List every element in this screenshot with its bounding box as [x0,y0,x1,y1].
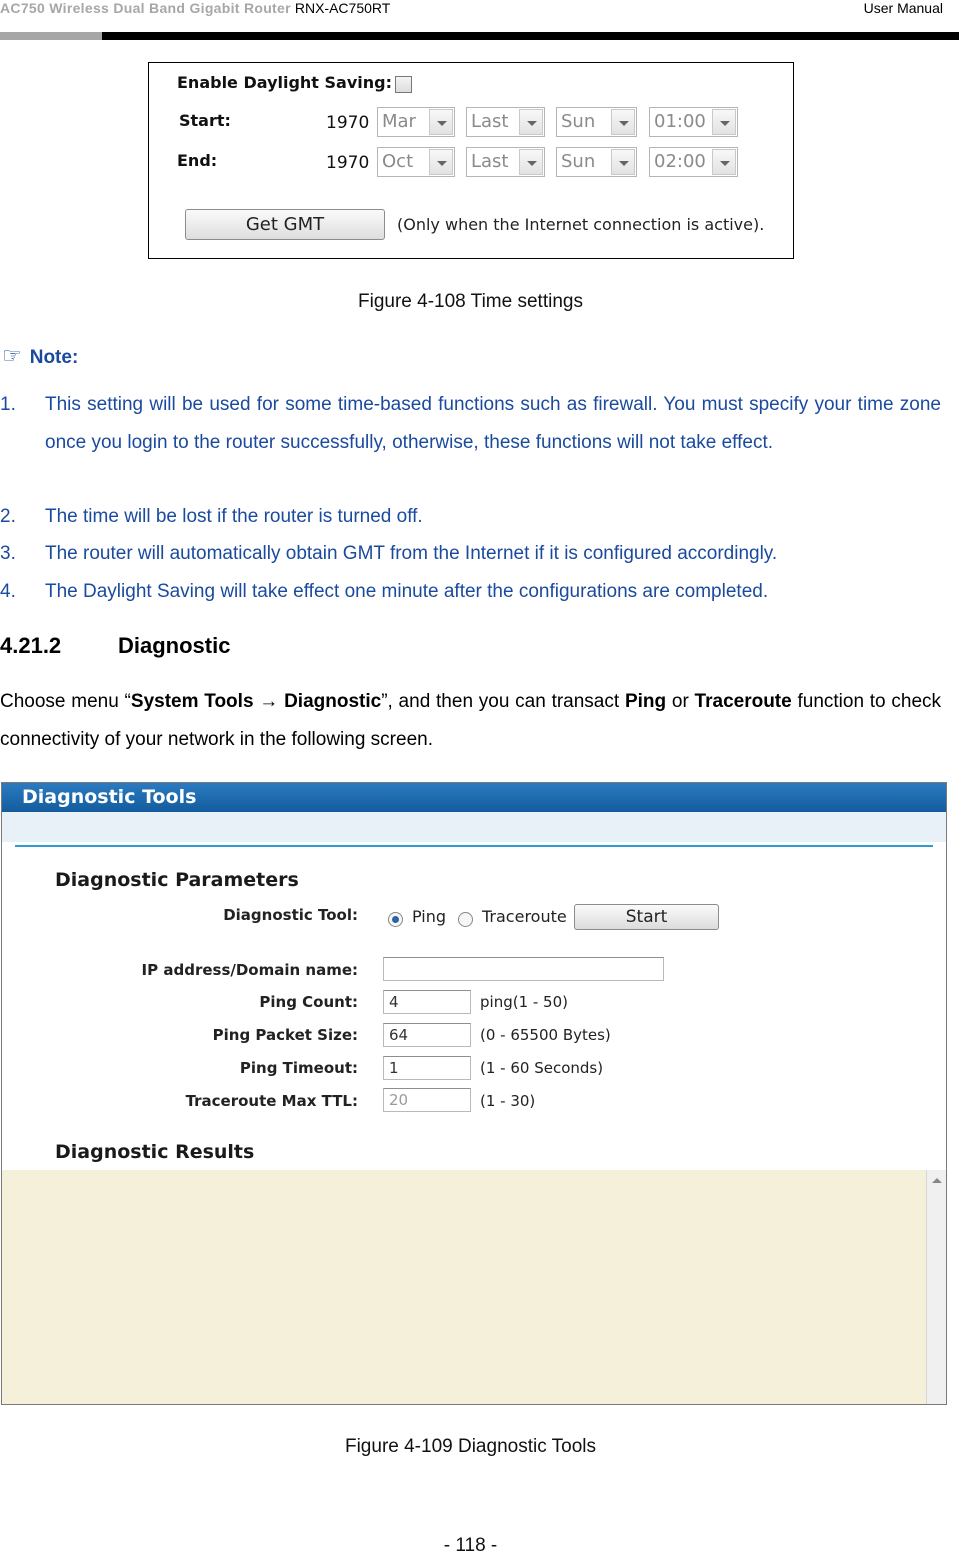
section-paragraph [0,683,941,759]
start-time-value: 01:00 [654,111,706,132]
note-item [0,573,941,611]
start-button[interactable]: Start [574,904,719,930]
ip-domain-input[interactable] [383,957,664,981]
get-gmt-button[interactable]: Get GMT [185,209,385,240]
note-number: 3. [0,543,16,564]
start-week-value: Last [471,111,509,132]
chevron-down-icon [611,149,635,175]
packet-size-input[interactable]: 64 [383,1023,471,1047]
time-settings-figure [148,62,794,259]
figure2-caption: Figure 4-109 Diagnostic Tools [344,1436,596,1457]
start-time-select[interactable] [649,107,738,137]
count-hint: ping(1 - 50) [480,993,569,1011]
start-year: 1970 [326,113,370,133]
ttl-hint: (1 - 30) [480,1092,536,1110]
term-traceroute: Traceroute [694,691,792,712]
end-month-select[interactable] [377,147,455,177]
menu-diagnostic: Diagnostic [284,691,382,712]
params-heading: Diagnostic Parameters [55,869,299,891]
chevron-down-icon [519,109,543,135]
end-year: 1970 [326,153,370,173]
page-number: - 118 - [443,1535,498,1553]
enable-daylight-label: Enable Daylight Saving: [177,73,392,92]
header-product: AC750 Wireless Dual Band Gigabit Router [0,0,291,16]
note-number: 4. [0,581,16,602]
start-month-select[interactable] [377,107,455,137]
end-day-select[interactable] [556,147,637,177]
note-item [0,386,941,499]
note-text: The router will automatically obtain GMT from the Internet if it is configured accordingly. [45,543,778,564]
header-left [0,0,390,16]
start-day-value: Sun [561,111,596,132]
menu-system-tools: System Tools [130,691,254,712]
header-rule-grey [0,32,102,40]
ping-radio-label: Ping [412,907,447,926]
start-week-select[interactable] [466,107,545,137]
results-textarea[interactable] [2,1170,926,1404]
traceroute-radio-label: Traceroute [482,907,567,926]
section-number: 4.21.2 [0,633,62,658]
start-label: Start: [179,111,231,130]
chevron-down-icon [712,149,736,175]
gmt-note: (Only when the Internet connection is active). [397,215,765,234]
size-label: Ping Packet Size: [212,1026,358,1044]
results-scrollbar[interactable] [926,1170,946,1404]
scroll-up-icon[interactable] [932,1178,942,1183]
para-text: or [666,691,695,712]
section-heading [0,633,231,659]
chevron-down-icon [611,109,635,135]
start-day-select[interactable] [556,107,637,137]
note-text: The Daylight Saving will take effect one minute after the configurations are completed. [45,581,769,602]
chevron-down-icon [712,109,736,135]
end-label: End: [177,151,218,170]
divider [15,845,933,847]
term-ping: Ping [624,691,667,712]
chevron-down-icon [429,109,453,135]
end-time-select[interactable] [649,147,738,177]
note-label: Note: [29,347,79,368]
chevron-down-icon [519,149,543,175]
end-month-value: Oct [382,151,414,172]
end-week-select[interactable] [466,147,545,177]
end-day-value: Sun [561,151,596,172]
ping-count-input[interactable]: 4 [383,990,471,1014]
page-title: Diagnostic Tools [22,786,197,808]
ttl-label: Traceroute Max TTL: [185,1092,358,1110]
ping-timeout-input[interactable]: 1 [383,1056,471,1080]
count-label: Ping Count: [259,993,358,1011]
end-time-value: 02:00 [654,151,706,172]
note-item [0,535,941,573]
timeout-hint: (1 - 60 Seconds) [480,1059,604,1077]
para-text: ”, and then you can transact [381,691,625,712]
diagnostic-tools-figure [1,782,947,1405]
traceroute-radio[interactable] [458,912,473,927]
figure1-caption: Figure 4-108 Time settings [358,291,583,312]
header-rule-black [102,32,959,40]
timeout-label: Ping Timeout: [239,1059,358,1077]
title-bar [2,783,946,812]
max-ttl-input[interactable]: 20 [383,1088,471,1112]
tool-label: Diagnostic Tool: [223,906,358,924]
para-text: Choose menu “ [0,691,131,712]
sub-bar [2,812,946,842]
header-manual: User Manual [863,0,943,16]
end-week-value: Last [471,151,509,172]
note-number: 1. [0,394,16,415]
size-hint: (0 - 65500 Bytes) [480,1026,611,1044]
results-heading: Diagnostic Results [55,1141,255,1163]
start-month-value: Mar [382,111,416,132]
note-item [0,498,941,536]
menu-arrow: → [253,691,285,712]
note-text: The time will be lost if the router is turned off. [45,506,423,527]
pointing-hand-icon: ☞ [2,343,22,368]
section-title: Diagnostic [118,633,231,658]
para-text: function to check connectivity of your network in the following screen. [0,691,942,750]
chevron-down-icon [429,149,453,175]
ip-label: IP address/Domain name: [141,961,358,979]
note-heading [2,343,78,369]
header-model: RNX-AC750RT [294,0,391,16]
ping-radio[interactable] [388,912,403,927]
note-number: 2. [0,506,16,527]
daylight-checkbox[interactable] [395,76,412,93]
note-text: This setting will be used for some time-based functions such as firewall. You must specify your time zone once you login to the router successfully, otherwise, these functions will not take effect. [45,394,941,453]
